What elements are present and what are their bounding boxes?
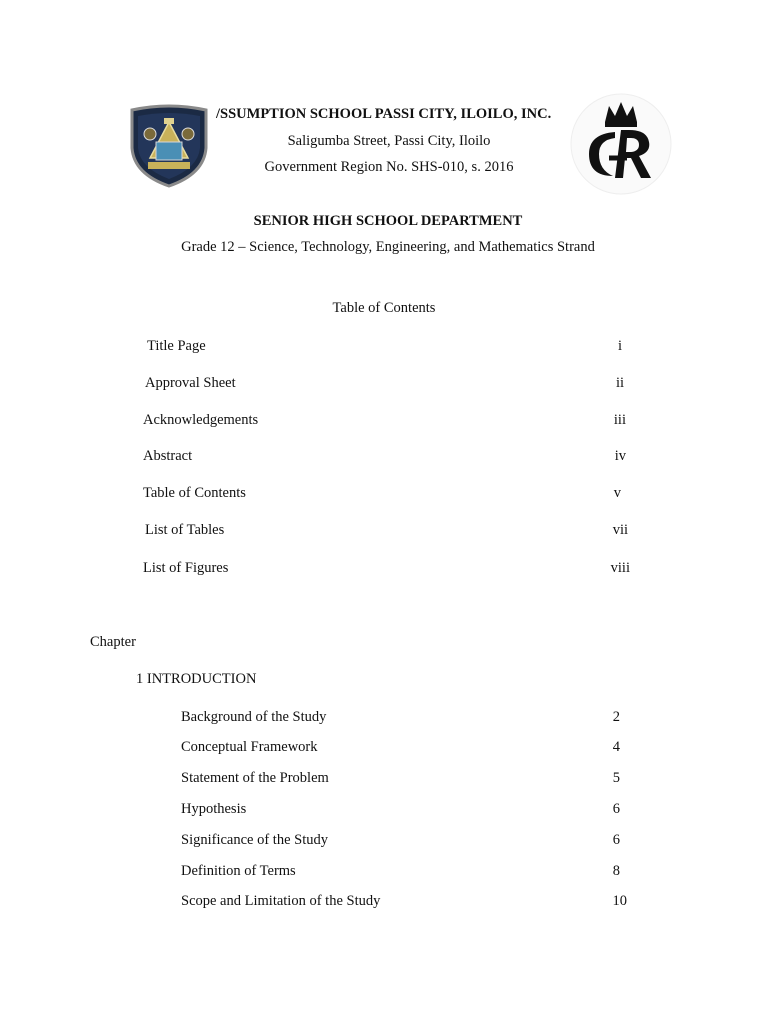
toc-entry-page: v bbox=[613, 485, 621, 501]
toc-section-page: 6 bbox=[612, 801, 620, 817]
toc-entry-label: Abstract bbox=[143, 448, 193, 464]
school-name: /SSUMPTION SCHOOL PASSI CITY, ILOILO, INC. bbox=[216, 106, 552, 122]
chapter-heading: Chapter bbox=[90, 634, 136, 650]
toc-entry-label: Title Page bbox=[147, 338, 206, 354]
toc-entry-label: List of Figures bbox=[143, 560, 229, 576]
toc-entry-page: viii bbox=[610, 560, 630, 576]
toc-section-page: 10 bbox=[612, 893, 627, 909]
toc-entry-label: Acknowledgements bbox=[143, 412, 259, 428]
strand-subtitle: Grade 12 – Science, Technology, Engineering, and Mathematics Strand bbox=[181, 239, 595, 255]
toc-entry-page: i bbox=[617, 338, 622, 354]
toc-section-label: Conceptual Framework bbox=[181, 739, 318, 755]
school-address: Saligumba Street, Passi City, Iloilo bbox=[287, 133, 491, 149]
toc-title: Table of Contents bbox=[332, 300, 436, 316]
toc-section-label: Hypothesis bbox=[181, 801, 247, 817]
toc-section-label: Definition of Terms bbox=[181, 863, 296, 879]
toc-section-page: 6 bbox=[612, 832, 620, 848]
chapter-1-title: 1 INTRODUCTION bbox=[136, 671, 257, 687]
toc-section-page: 2 bbox=[612, 709, 620, 725]
toc-entry-label: Table of Contents bbox=[143, 485, 246, 501]
toc-section-label: Statement of the Problem bbox=[181, 770, 329, 786]
toc-section-label: Scope and Limitation of the Study bbox=[181, 893, 381, 909]
toc-section-label: Background of the Study bbox=[181, 709, 327, 725]
government-region: Government Region No. SHS-010, s. 2016 bbox=[264, 159, 514, 175]
toc-section-page: 8 bbox=[612, 863, 620, 879]
toc-entry-page: vii bbox=[612, 522, 628, 538]
toc-entry-label: Approval Sheet bbox=[145, 375, 236, 391]
toc-entry-page: ii bbox=[615, 375, 624, 391]
toc-entry-page: iii bbox=[613, 412, 626, 428]
toc-entry-page: iv bbox=[614, 448, 626, 464]
toc-section-page: 4 bbox=[612, 739, 620, 755]
toc-entry-label: List of Tables bbox=[145, 522, 225, 538]
toc-section-label: Significance of the Study bbox=[181, 832, 328, 848]
toc-section-page: 5 bbox=[612, 770, 620, 786]
department-heading: SENIOR HIGH SCHOOL DEPARTMENT bbox=[253, 213, 523, 229]
